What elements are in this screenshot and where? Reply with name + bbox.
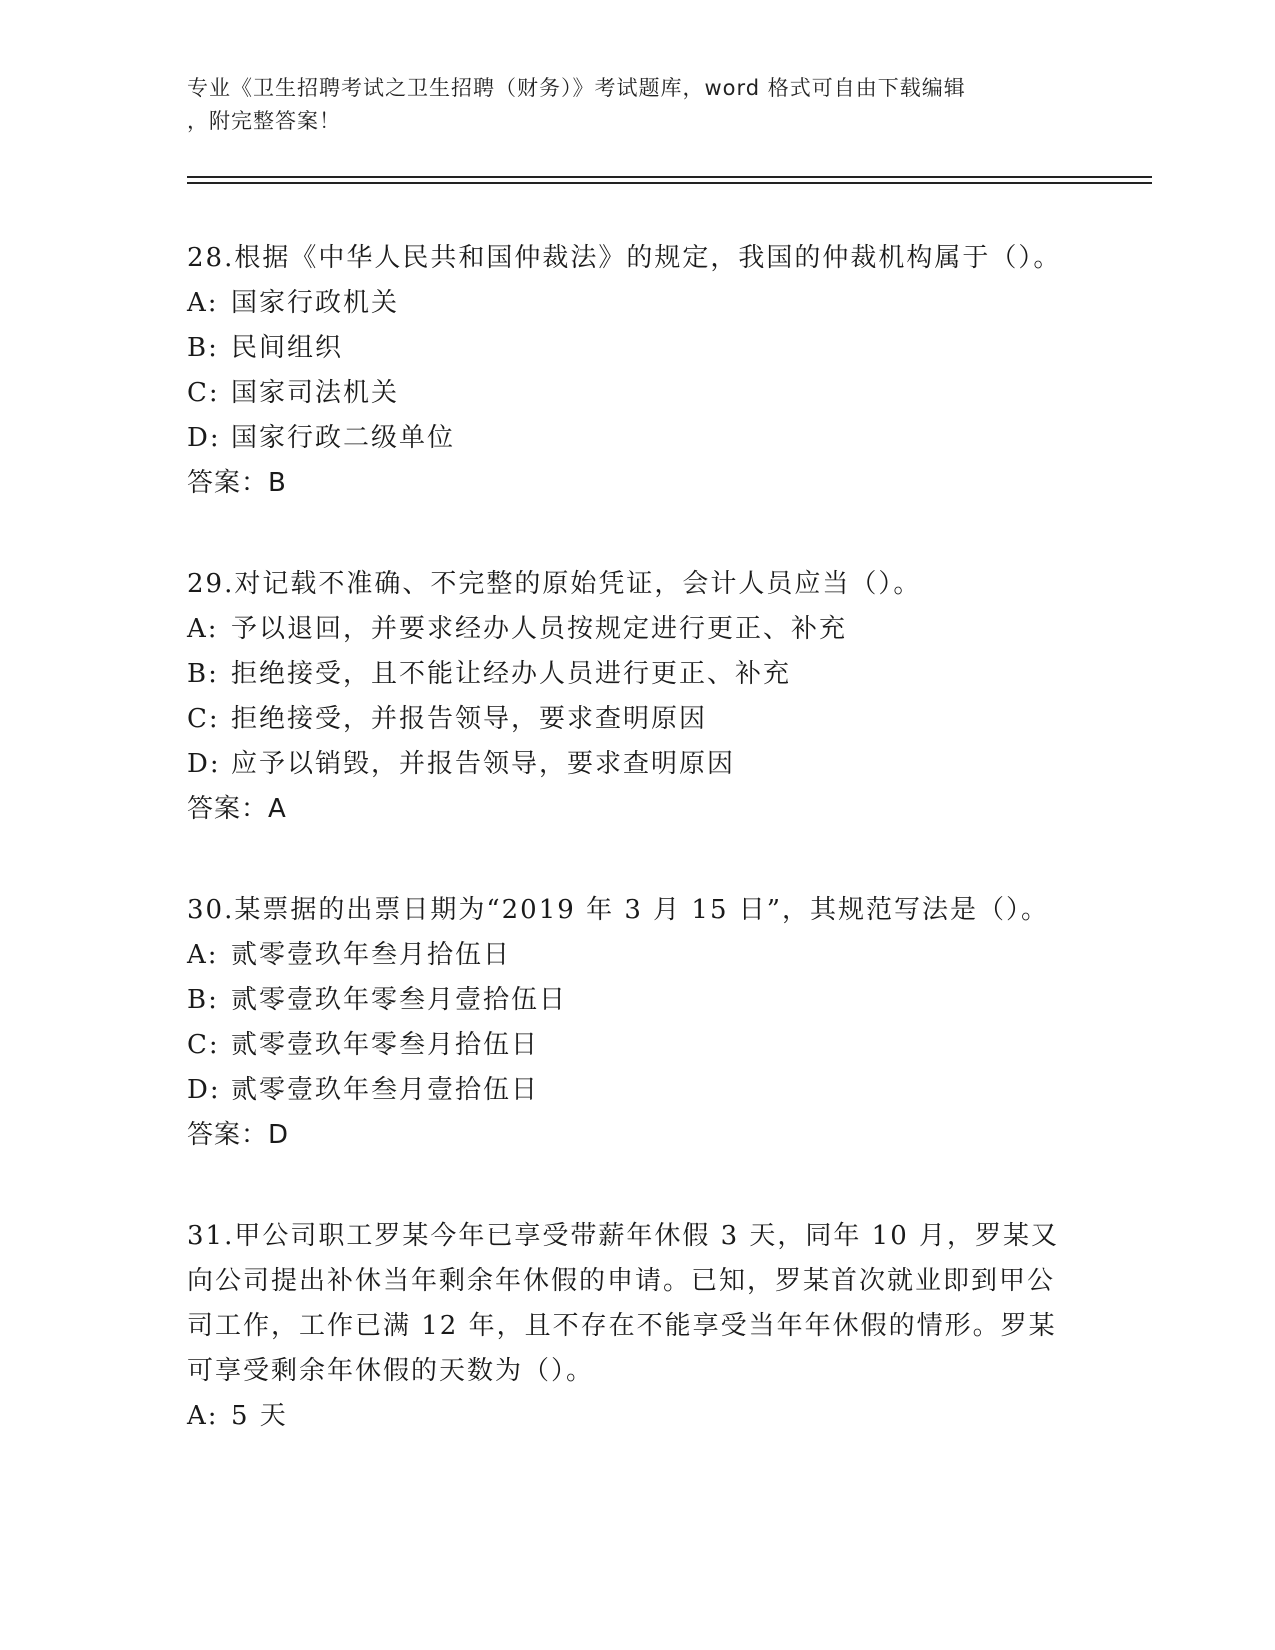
option-text: 应予以销毁，并报告领导，要求查明原因 (231, 749, 736, 779)
option-key: B: (187, 333, 219, 363)
option-text: 贰零壹玖年零叁月壹拾伍日 (231, 985, 568, 1015)
option-key: D: (187, 423, 221, 453)
question-text: 30.某票据的出票日期为“2019 年 3 月 15 日”，其规范写法是（）。 (187, 895, 1050, 925)
question-30 (187, 888, 1067, 1158)
option-a (187, 607, 1067, 652)
option-d (187, 416, 1067, 461)
option-b (187, 978, 1067, 1023)
question-text: 31.甲公司职工罗某今年已享受带薪年休假 3 天，同年 10 月，罗某又向公司提出补休当年剩余年休假的申请。已知，罗某首次就业即到甲公司工作，工作已满 12 年，且不存在不能享受当年年休假的情形。罗某可享受剩余年休假的天数为（）。 (187, 1221, 1060, 1386)
option-text: 贰零壹玖年零叁月拾伍日 (231, 1030, 540, 1060)
question-28 (187, 236, 1067, 506)
question-list (187, 236, 1067, 1495)
option-key: C: (187, 1030, 220, 1060)
option-key: A: (187, 288, 219, 318)
option-key: D: (187, 749, 221, 779)
option-key: C: (187, 378, 220, 408)
document-header (187, 72, 1067, 138)
option-text: 5 天 (231, 1401, 288, 1431)
option-key: B: (187, 659, 219, 689)
option-b (187, 326, 1067, 371)
answer: 答案：B (187, 468, 287, 498)
option-c (187, 1023, 1067, 1068)
question-29 (187, 562, 1067, 832)
question-31 (187, 1214, 1067, 1439)
option-text: 拒绝接受，且不能让经办人员进行更正、补充 (231, 659, 792, 689)
option-text: 贰零壹玖年叁月壹拾伍日 (231, 1075, 540, 1105)
option-text: 国家司法机关 (231, 378, 400, 408)
option-a (187, 933, 1067, 978)
option-b (187, 652, 1067, 697)
question-text: 29.对记载不准确、不完整的原始凭证，会计人员应当（）。 (187, 569, 922, 599)
option-a (187, 1394, 1067, 1439)
option-text: 国家行政二级单位 (231, 423, 456, 453)
option-d (187, 742, 1067, 787)
header-divider-bottom (187, 182, 1152, 184)
option-key: A: (187, 1401, 219, 1431)
header-line-1: 专业《卫生招聘考试之卫生招聘（财务）》考试题库，word 格式可自由下载编辑 (187, 76, 966, 100)
answer: 答案：D (187, 1120, 290, 1150)
option-text: 予以退回，并要求经办人员按规定进行更正、补充 (231, 614, 848, 644)
header-divider-top (187, 176, 1152, 178)
option-c (187, 371, 1067, 416)
option-text: 贰零壹玖年叁月拾伍日 (231, 940, 512, 970)
option-text: 拒绝接受，并报告领导，要求查明原因 (231, 704, 708, 734)
header-line-2: ，附完整答案！ (187, 109, 341, 133)
option-d (187, 1068, 1067, 1113)
option-c (187, 697, 1067, 742)
option-key: A: (187, 614, 219, 644)
option-key: C: (187, 704, 220, 734)
option-a (187, 281, 1067, 326)
option-text: 国家行政机关 (231, 288, 400, 318)
option-key: D: (187, 1075, 221, 1105)
answer: 答案：A (187, 794, 287, 824)
question-text: 28.根据《中华人民共和国仲裁法》的规定，我国的仲裁机构属于（）。 (187, 243, 1062, 273)
option-key: B: (187, 985, 219, 1015)
option-key: A: (187, 940, 219, 970)
option-text: 民间组织 (231, 333, 344, 363)
